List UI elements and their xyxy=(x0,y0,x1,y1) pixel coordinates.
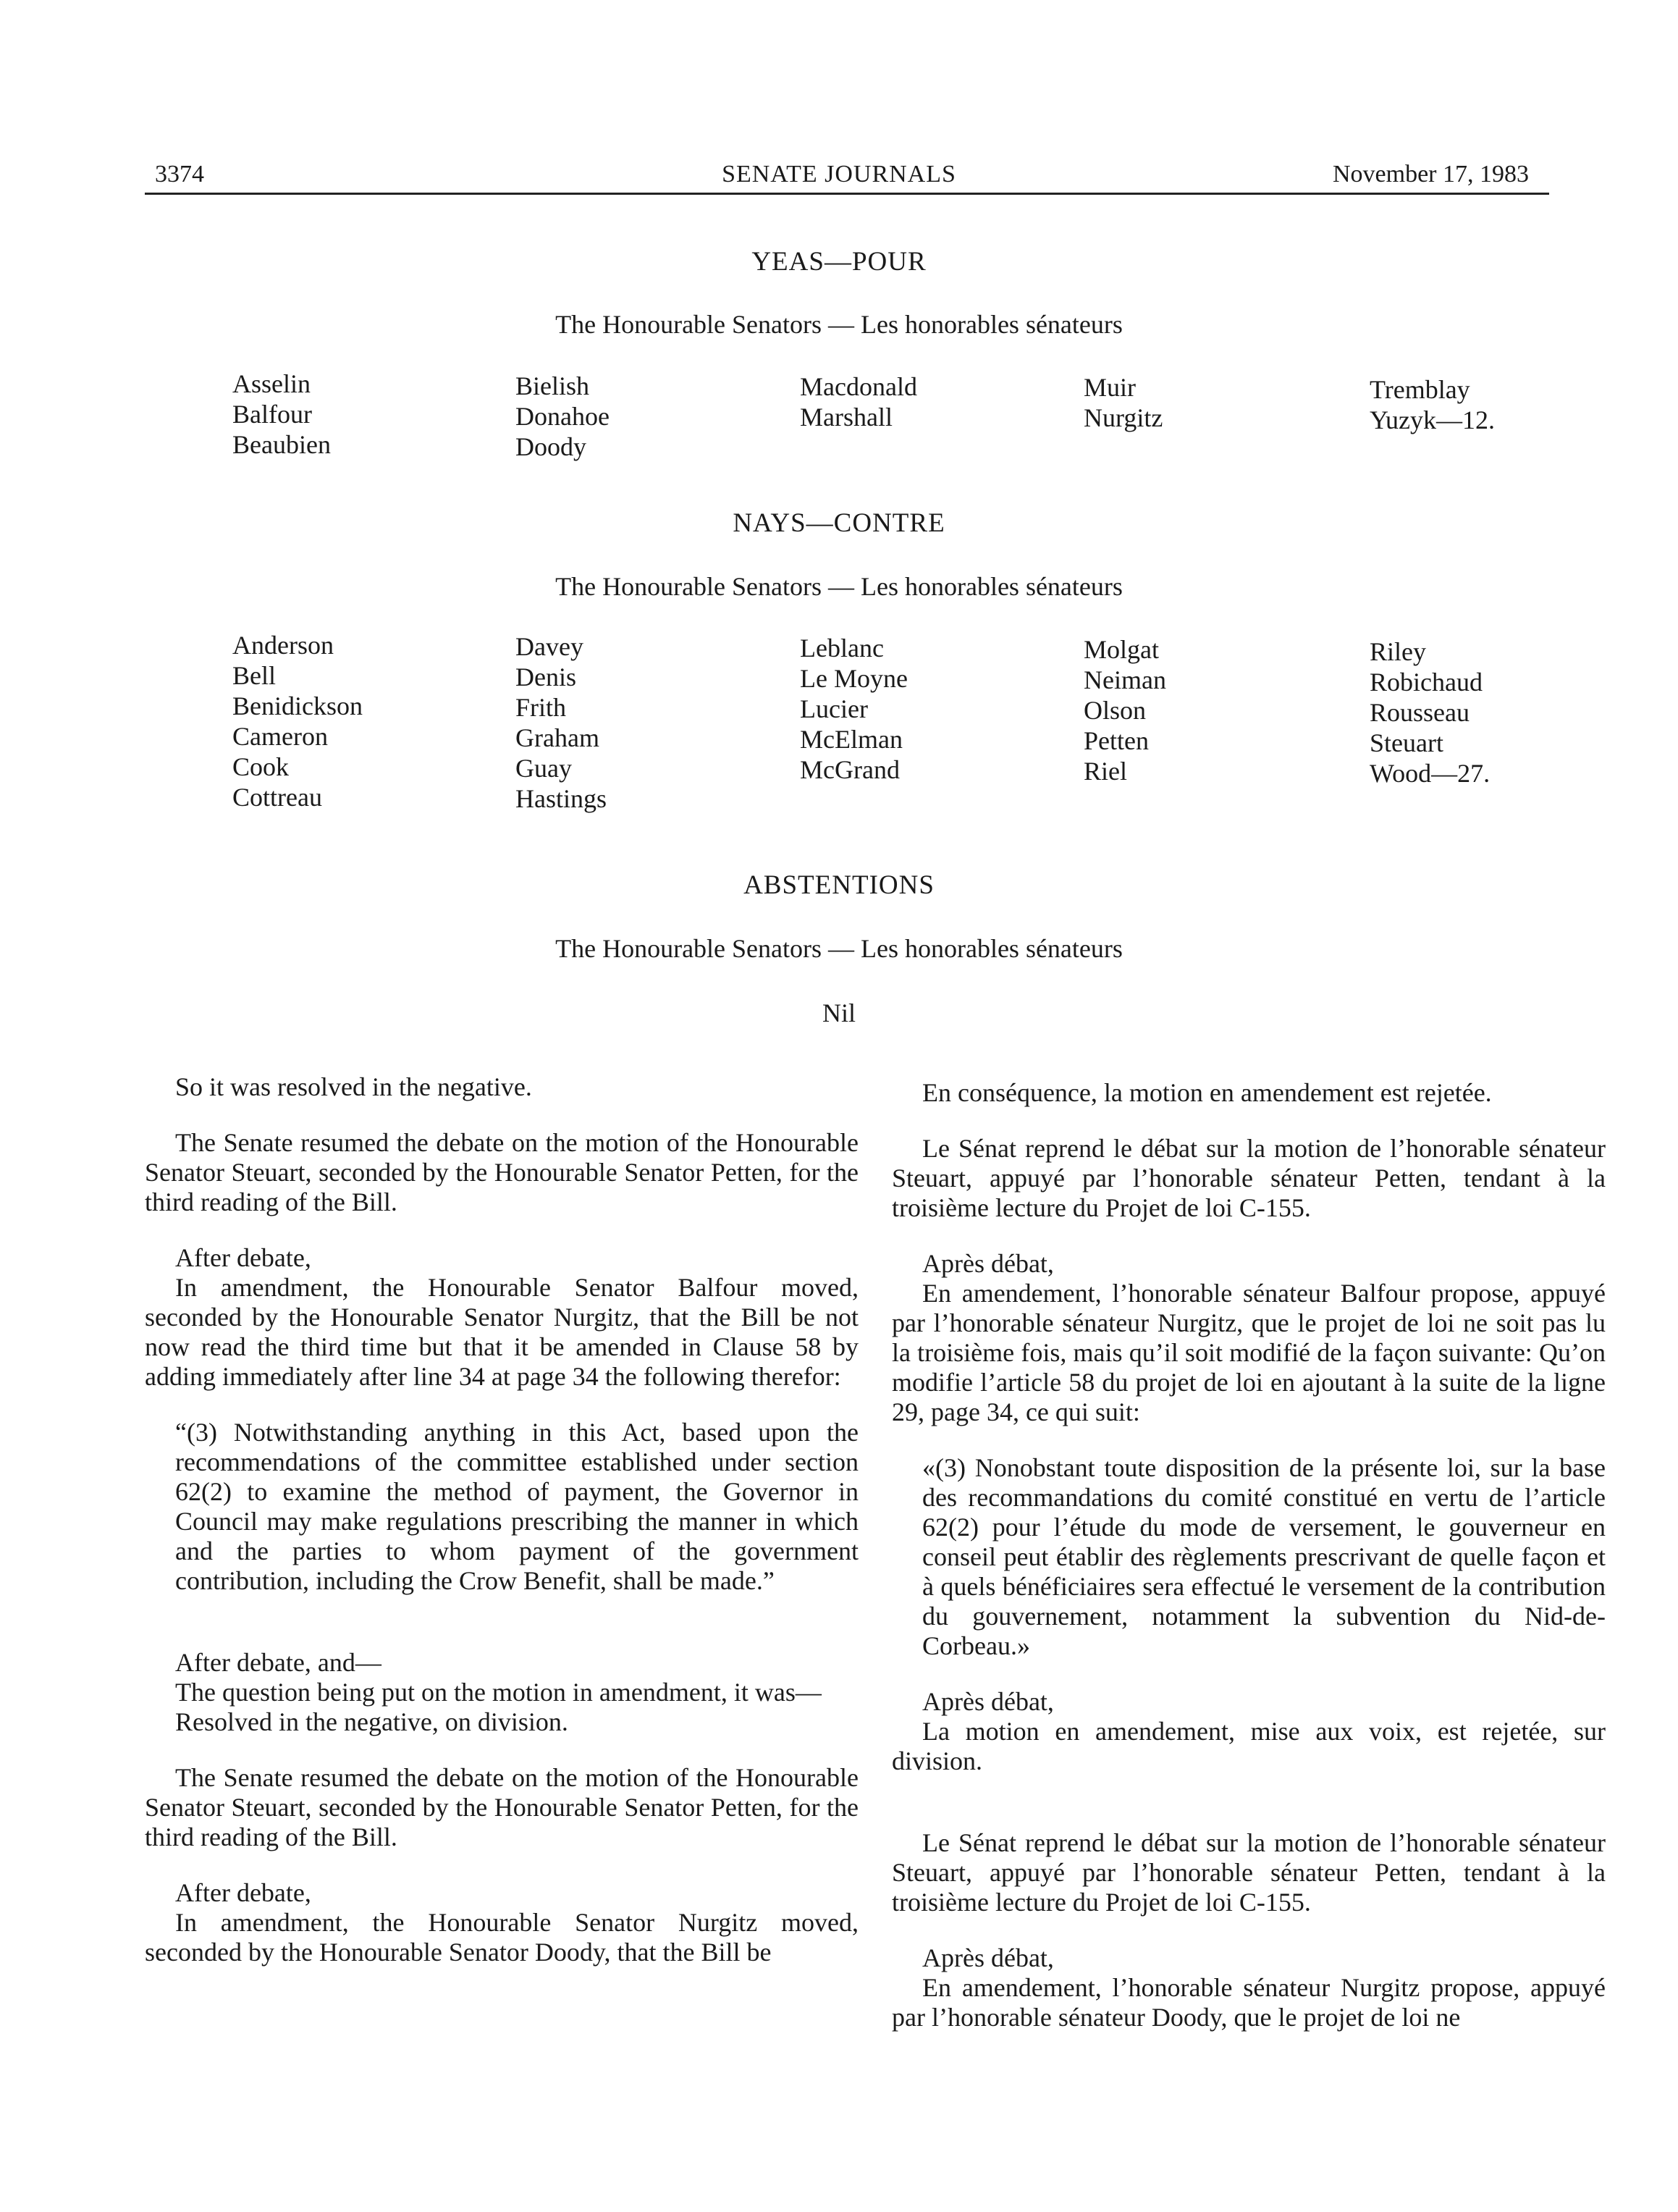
french-paragraph: Après débat, xyxy=(922,1943,1054,1972)
page-date: November 17, 1983 xyxy=(1332,161,1529,188)
senator-name: Muir xyxy=(1084,373,1136,402)
french-paragraph: En conséquence, la motion en amendement est rejetée. xyxy=(922,1078,1492,1107)
english-paragraph: The Senate resumed the debate on the motion of the Honourable Senator Steuart, seconded by the Honourable Senator Petten, for the third reading of the Bill. xyxy=(145,1763,859,1851)
french-quote: «(3) Nonobstant toute disposition de la présente loi, sur la base des recommandations du comité constitué en vertu de l’article 62(2) pour l’étude du mode de versement, le gouverneur en conseil peut établir des règlements prescrivant de quelle façon et à quels bénéficiaires sera effectué le versement de la contribution du gouvernement, notamment la subvention du Nid-de-Corbeau.» xyxy=(922,1453,1606,1660)
english-paragraph: After debate, xyxy=(175,1878,311,1907)
senator-name: Anderson xyxy=(232,631,334,660)
english-paragraph: The Senate resumed the debate on the motion of the Honourable Senator Steuart, seconded by the Honourable Senator Petten, for the third reading of the Bill. xyxy=(145,1128,859,1216)
english-paragraph: After debate, xyxy=(175,1243,311,1272)
header-rule xyxy=(145,193,1549,195)
senator-name: Robichaud xyxy=(1370,668,1483,697)
senator-name: Guay xyxy=(515,754,572,783)
senator-name: Graham xyxy=(515,723,599,752)
abstentions-subtitle: The Honourable Senators — Les honorables sénateurs xyxy=(555,934,1123,963)
french-column xyxy=(892,1078,1606,2058)
senator-name: Petten xyxy=(1084,726,1149,755)
senator-name: Bielish xyxy=(515,371,590,400)
yeas-title: YEAS—POUR xyxy=(751,247,927,277)
yeas-column xyxy=(1370,374,1495,435)
yeas-column xyxy=(1084,372,1163,433)
yeas-column xyxy=(515,371,610,462)
senator-name: Riley xyxy=(1370,637,1426,666)
yeas-column xyxy=(800,371,917,432)
abstentions-title: ABSTENTIONS xyxy=(743,870,935,900)
senator-name: Lucier xyxy=(800,694,868,723)
senator-name: Marshall xyxy=(800,403,893,432)
english-paragraph: After debate, and— xyxy=(175,1648,381,1677)
senator-name: Neiman xyxy=(1084,665,1166,694)
journal-title: SENATE JOURNALS xyxy=(722,161,956,188)
senator-name: Rousseau xyxy=(1370,698,1470,727)
senator-name: Frith xyxy=(515,693,567,722)
senator-name: Molgat xyxy=(1084,635,1159,664)
english-quote: “(3) Notwithstanding anything in this Act, based upon the recommendations of the committee established under section 62(2) to examine the method of payment, the Governor in Council may make regulations prescribing the manner in which and the parties to whom payment of the government contribution, including the Crow Benefit, shall be made.” xyxy=(175,1418,859,1595)
senator-name: Cottreau xyxy=(232,783,322,812)
senator-name: Doody xyxy=(515,432,586,461)
french-paragraph: En amendement, l’honorable sénateur Nurgitz propose, appuyé par l’honorable sénateur Doody, que le projet de loi ne xyxy=(892,1973,1606,2032)
nays-column xyxy=(1370,636,1490,789)
senator-name: Riel xyxy=(1084,757,1127,786)
senator-name: Benidickson xyxy=(232,691,363,720)
english-paragraph: Resolved in the negative, on division. xyxy=(175,1707,568,1736)
french-paragraph: Après débat, xyxy=(922,1249,1054,1278)
french-paragraph: Le Sénat reprend le débat sur la motion de l’honorable sénateur Steuart, appuyé par l’honorable sénateur Petten, tendant à la troisième lecture du Projet de loi C-155. xyxy=(892,1134,1606,1222)
senator-name: Balfour xyxy=(232,400,312,429)
english-paragraph: In amendment, the Honourable Senator Nurgitz moved, seconded by the Honourable Senator Doody, that the Bill be xyxy=(145,1908,859,1967)
senator-name: Tremblay xyxy=(1370,375,1470,404)
senator-name: Denis xyxy=(515,663,576,691)
nays-column xyxy=(232,630,363,812)
english-paragraph: So it was resolved in the negative. xyxy=(175,1072,532,1101)
senator-name: McGrand xyxy=(800,755,900,784)
french-paragraph: La motion en amendement, mise aux voix, est rejetée, sur division. xyxy=(892,1717,1606,1775)
nays-subtitle: The Honourable Senators — Les honorables sénateurs xyxy=(555,572,1123,601)
senator-name: Steuart xyxy=(1370,728,1443,757)
senator-name: Nurgitz xyxy=(1084,403,1163,432)
french-paragraph: En amendement, l’honorable sénateur Balfour propose, appuyé par l’honorable sénateur Nurgitz, que le projet de loi ne soit pas lu la troisième fois, mais qu’il soit modifié de la façon suivante: Qu’on modifie l’article 58 du projet de loi en ajoutant à la suite de la ligne 29, page 34, ce qui suit: xyxy=(892,1279,1606,1426)
nays-column xyxy=(1084,634,1166,786)
senator-name: Donahoe xyxy=(515,402,610,431)
senator-name: Cook xyxy=(232,752,290,781)
page-number: 3374 xyxy=(155,161,204,188)
senator-name: Davey xyxy=(515,632,583,661)
senator-name: Macdonald xyxy=(800,372,917,401)
senator-name: Wood—27. xyxy=(1370,759,1491,788)
senator-name: Bell xyxy=(232,661,276,690)
nays-title: NAYS—CONTRE xyxy=(733,508,945,538)
yeas-column xyxy=(232,369,331,460)
abstentions-value: Nil xyxy=(822,998,856,1027)
senator-name: Olson xyxy=(1084,696,1147,725)
senator-name: Asselin xyxy=(232,369,311,398)
english-paragraph: In amendment, the Honourable Senator Balfour moved, seconded by the Honourable Senator Nurgitz, that the Bill be not now read the third time but that it be amended in Clause 58 by adding immediately after line 34 at page 34 the following therefor: xyxy=(145,1273,859,1391)
senator-name: Beaubien xyxy=(232,430,331,459)
french-paragraph: Après débat, xyxy=(922,1687,1054,1716)
yeas-subtitle: The Honourable Senators — Les honorables sénateurs xyxy=(555,310,1123,339)
nays-column xyxy=(800,633,908,785)
senator-name: McElman xyxy=(800,725,903,754)
senator-name: Le Moyne xyxy=(800,664,908,693)
senator-name: Yuzyk—12. xyxy=(1370,405,1495,434)
senator-name: Hastings xyxy=(515,784,607,813)
english-column xyxy=(145,1072,859,1993)
english-paragraph: The question being put on the motion in amendment, it was— xyxy=(175,1678,822,1707)
senator-name: Cameron xyxy=(232,722,328,751)
french-paragraph: Le Sénat reprend le débat sur la motion de l’honorable sénateur Steuart, appuyé par l’honorable sénateur Petten, tendant à la troisième lecture du Projet de loi C-155. xyxy=(892,1828,1606,1917)
nays-column xyxy=(515,631,607,814)
senator-name: Leblanc xyxy=(800,634,884,663)
